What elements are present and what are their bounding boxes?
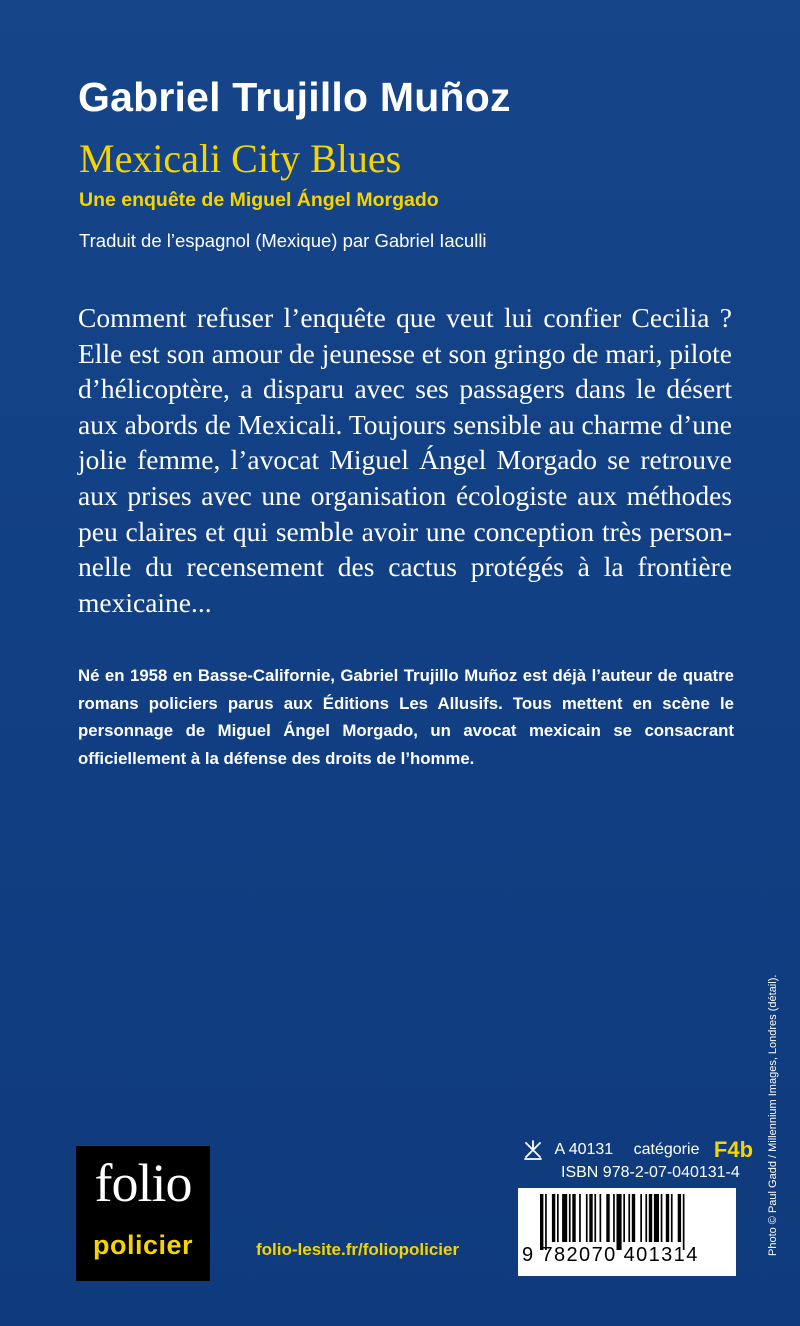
product-code: A 40131 [554,1141,614,1158]
website-link[interactable]: folio-lesite.fr/foliopolicier [256,1240,460,1259]
book-subtitle: Une enquête de Miguel Ángel Morgado [79,189,439,211]
product-code-line [522,1137,754,1162]
barcode-bars [540,1194,730,1250]
barcode-bar [649,1194,652,1242]
author-name: Gabriel Trujillo Muñoz [78,74,511,120]
barcode-bar [545,1194,547,1250]
barcode-bar [628,1194,630,1242]
author-bio: Né en 1958 en Basse-Californie, Gabriel Trujillo Muñoz est déjà l’auteur de quatre romans policiers parus aux Éditions Les Allusifs. Tous mettent en scène le personnage de Miguel Ángel Morgado, un avocat mexicain se consacrant officiellement à la défense des droits de l’homme. [78,666,734,768]
translator-credit: Traduit de l’espagnol (Mexique) par Gabriel Iaculli [79,230,487,251]
barcode-bar [678,1194,681,1242]
barcode-bar [562,1194,567,1242]
barcode-bar [671,1194,673,1242]
barcode-bar [540,1194,543,1250]
barcode-bar [661,1194,663,1242]
barcode-bar [645,1194,647,1242]
barcode-bar [632,1194,635,1242]
category-value: F4b [713,1137,754,1162]
logo-policier-text: policier [92,1230,194,1260]
category-label: catégorie [633,1141,700,1158]
barcode [518,1188,736,1276]
barcode-bar [683,1194,685,1250]
barcode-bar [613,1194,615,1242]
barcode-bar [600,1194,602,1242]
barcode-bar [572,1194,575,1242]
barcode-bar [640,1194,642,1242]
barcode-bar [623,1194,625,1242]
barcode-bar [606,1194,609,1242]
logo-folio-text: folio [94,1153,192,1213]
barcode-bar [557,1194,559,1242]
barcode-bar [654,1194,659,1242]
barcode-bar [579,1194,581,1242]
photo-credit: Photo © Paul Gadd / Millennium Images, Londres (détail). [767,974,779,1256]
barcode-bar [586,1194,588,1242]
isbn-number: ISBN 978-2-07-040131-4 [561,1164,740,1181]
barcode-bar [552,1194,555,1242]
barcode-bar [617,1194,622,1250]
barcode-digits: 9 782070 401314 [522,1244,699,1266]
barcode-bar [594,1194,596,1242]
barcode-bar [569,1194,571,1242]
barcode-bar [589,1194,592,1242]
folio-symbol-icon [522,1139,544,1161]
folio-policier-logo [76,1146,210,1281]
book-title: Mexicali City Blues [79,136,402,181]
barcode-bar [666,1194,669,1242]
blurb-text: Comment refuser l’enquête que veut lui confier Cecilia ? Elle est son amour de jeunesse et son gringo de mari, pilote d’hélicoptère, a disparu avec ses passagers dans le désert aux abords de Mexicali. Toujours sensible au charme d’une jolie femme, l’avocat Miguel Ángel Morgado se retrouve aux prises avec une organisation écologiste aux méthodes peu claires et qui semble avoir une conception très personnelle du recensement des cactus protégés à la frontière mexicaine... [78,302,732,618]
